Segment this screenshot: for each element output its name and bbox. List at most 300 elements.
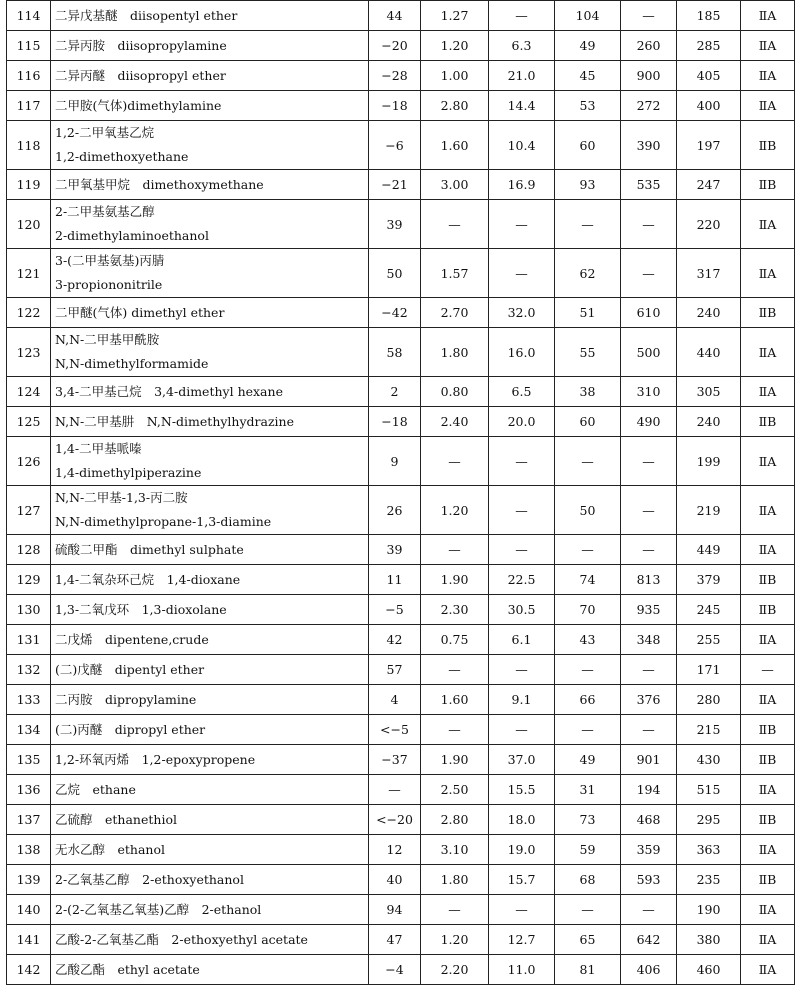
cell-lower-limit: 1.20 xyxy=(421,31,489,61)
table-row xyxy=(7,407,795,437)
cell-substance-name xyxy=(51,565,369,595)
cell-upper-limit: 19.0 xyxy=(489,835,555,865)
cell-group: ⅡA xyxy=(741,1,795,31)
cell-number: 134 xyxy=(7,715,51,745)
table-row xyxy=(7,377,795,407)
cell-ignition-temp: 215 xyxy=(677,715,741,745)
cell-substance-name xyxy=(51,328,369,377)
cell-upper-limit: — xyxy=(489,535,555,565)
cell-lower-limit: 1.00 xyxy=(421,61,489,91)
cell-ignition-temp: 197 xyxy=(677,121,741,170)
cell-lower-limit: — xyxy=(421,437,489,486)
cell-substance-name xyxy=(51,955,369,985)
cell-value-5: — xyxy=(621,437,677,486)
cell-value-5: 610 xyxy=(621,298,677,328)
cell-lower-limit: 1.90 xyxy=(421,745,489,775)
cell-number: 118 xyxy=(7,121,51,170)
cell-value-4: 74 xyxy=(555,565,621,595)
cell-lower-limit: 1.90 xyxy=(421,565,489,595)
cell-upper-limit: — xyxy=(489,895,555,925)
cell-flash-point: −6 xyxy=(369,121,421,170)
cell-flash-point: 39 xyxy=(369,200,421,249)
cell-ignition-temp: 305 xyxy=(677,377,741,407)
cell-number: 136 xyxy=(7,775,51,805)
cell-value-4: 51 xyxy=(555,298,621,328)
chemical-data-table xyxy=(6,0,795,985)
cell-value-4: 45 xyxy=(555,61,621,91)
cell-group: ⅡB xyxy=(741,745,795,775)
cell-flash-point: 50 xyxy=(369,249,421,298)
cell-group: ⅡB xyxy=(741,595,795,625)
cell-flash-point: <−20 xyxy=(369,805,421,835)
substance-name-line-2: N,N-dimethylformamide xyxy=(55,356,209,371)
cell-upper-limit: 30.5 xyxy=(489,595,555,625)
substance-name-line-2: 1,4-dimethylpiperazine xyxy=(55,465,202,480)
cell-value-4: 60 xyxy=(555,121,621,170)
cell-substance-name xyxy=(51,745,369,775)
cell-group: ⅡA xyxy=(741,249,795,298)
substance-name-line-1: N,N-二甲基-1,3-丙二胺 xyxy=(55,490,188,505)
cell-substance-name xyxy=(51,805,369,835)
cell-group: ⅡA xyxy=(741,685,795,715)
cell-group: — xyxy=(741,655,795,685)
substance-name-line-1: 二甲胺(气体)dimethylamine xyxy=(55,97,222,113)
cell-value-5: — xyxy=(621,200,677,249)
cell-value-5: — xyxy=(621,249,677,298)
cell-group: ⅡA xyxy=(741,377,795,407)
table-row xyxy=(7,955,795,985)
table-row xyxy=(7,775,795,805)
cell-ignition-temp: 247 xyxy=(677,170,741,200)
cell-flash-point: −18 xyxy=(369,91,421,121)
cell-value-4: — xyxy=(555,895,621,925)
cell-substance-name xyxy=(51,535,369,565)
substance-name-line-1: 二异戊基醚 diisopentyl ether xyxy=(55,7,238,23)
cell-ignition-temp: 400 xyxy=(677,91,741,121)
cell-value-4: — xyxy=(555,715,621,745)
cell-lower-limit: 1.80 xyxy=(421,328,489,377)
cell-lower-limit: 2.80 xyxy=(421,91,489,121)
cell-number: 121 xyxy=(7,249,51,298)
cell-value-4: 81 xyxy=(555,955,621,985)
table-row xyxy=(7,925,795,955)
cell-group: ⅡA xyxy=(741,91,795,121)
cell-number: 130 xyxy=(7,595,51,625)
cell-number: 139 xyxy=(7,865,51,895)
cell-value-5: 593 xyxy=(621,865,677,895)
cell-flash-point: 94 xyxy=(369,895,421,925)
cell-lower-limit: 2.70 xyxy=(421,298,489,328)
cell-group: ⅡB xyxy=(741,865,795,895)
table-row xyxy=(7,715,795,745)
cell-group: ⅡA xyxy=(741,200,795,249)
cell-number: 132 xyxy=(7,655,51,685)
cell-ignition-temp: 515 xyxy=(677,775,741,805)
cell-substance-name xyxy=(51,1,369,31)
cell-value-4: 55 xyxy=(555,328,621,377)
cell-value-4: 70 xyxy=(555,595,621,625)
cell-upper-limit: 16.9 xyxy=(489,170,555,200)
table-row xyxy=(7,121,795,170)
cell-number: 133 xyxy=(7,685,51,715)
cell-ignition-temp: 199 xyxy=(677,437,741,486)
cell-value-4: 104 xyxy=(555,1,621,31)
substance-name-line-1: 1,3-二氧戊环 1,3-dioxolane xyxy=(55,601,227,617)
cell-value-5: 272 xyxy=(621,91,677,121)
cell-lower-limit: — xyxy=(421,655,489,685)
cell-value-5: 359 xyxy=(621,835,677,865)
cell-upper-limit: 21.0 xyxy=(489,61,555,91)
cell-ignition-temp: 219 xyxy=(677,486,741,535)
substance-name-line-1: (二)丙醚 dipropyl ether xyxy=(55,721,206,737)
cell-lower-limit: — xyxy=(421,200,489,249)
cell-value-5: 376 xyxy=(621,685,677,715)
cell-flash-point: −20 xyxy=(369,31,421,61)
cell-group: ⅡA xyxy=(741,61,795,91)
cell-upper-limit: 20.0 xyxy=(489,407,555,437)
cell-ignition-temp: 240 xyxy=(677,407,741,437)
substance-name-line-1: 硫酸二甲酯 dimethyl sulphate xyxy=(55,541,244,557)
table-row xyxy=(7,535,795,565)
cell-ignition-temp: 171 xyxy=(677,655,741,685)
cell-value-5: — xyxy=(621,486,677,535)
cell-lower-limit: 3.10 xyxy=(421,835,489,865)
cell-flash-point: 44 xyxy=(369,1,421,31)
cell-upper-limit: 6.5 xyxy=(489,377,555,407)
cell-substance-name xyxy=(51,31,369,61)
cell-number: 117 xyxy=(7,91,51,121)
cell-group: ⅡA xyxy=(741,955,795,985)
cell-flash-point: 40 xyxy=(369,865,421,895)
cell-value-5: — xyxy=(621,715,677,745)
cell-substance-name xyxy=(51,249,369,298)
cell-ignition-temp: 460 xyxy=(677,955,741,985)
substance-name-line-1: 2-乙氧基乙醇 2-ethoxyethanol xyxy=(55,871,244,887)
cell-substance-name xyxy=(51,595,369,625)
cell-group: ⅡB xyxy=(741,407,795,437)
cell-lower-limit: 2.80 xyxy=(421,805,489,835)
cell-upper-limit: 10.4 xyxy=(489,121,555,170)
cell-group: ⅡB xyxy=(741,121,795,170)
cell-ignition-temp: 295 xyxy=(677,805,741,835)
cell-value-5: 813 xyxy=(621,565,677,595)
substance-name-line-1: 二戊烯 dipentene,crude xyxy=(55,631,209,647)
cell-number: 131 xyxy=(7,625,51,655)
table-row xyxy=(7,249,795,298)
cell-value-5: 194 xyxy=(621,775,677,805)
cell-ignition-temp: 405 xyxy=(677,61,741,91)
cell-value-5: 901 xyxy=(621,745,677,775)
cell-value-4: 62 xyxy=(555,249,621,298)
cell-upper-limit: — xyxy=(489,715,555,745)
cell-substance-name xyxy=(51,61,369,91)
cell-group: ⅡA xyxy=(741,835,795,865)
cell-ignition-temp: 185 xyxy=(677,1,741,31)
substance-name-line-1: 2-(2-乙氧基乙氧基)乙醇 2-ethanol xyxy=(55,901,262,917)
cell-substance-name xyxy=(51,91,369,121)
substance-name-line-1: 3,4-二甲基己烷 3,4-dimethyl hexane xyxy=(55,383,283,399)
cell-value-4: — xyxy=(555,437,621,486)
cell-lower-limit: 3.00 xyxy=(421,170,489,200)
substance-name-line-1: 二异丙醚 diisopropyl ether xyxy=(55,67,226,83)
cell-upper-limit: — xyxy=(489,437,555,486)
cell-number: 129 xyxy=(7,565,51,595)
table-row xyxy=(7,895,795,925)
cell-upper-limit: 9.1 xyxy=(489,685,555,715)
cell-number: 115 xyxy=(7,31,51,61)
cell-number: 122 xyxy=(7,298,51,328)
cell-ignition-temp: 255 xyxy=(677,625,741,655)
cell-number: 126 xyxy=(7,437,51,486)
substance-name-line-2: 1,2-dimethoxyethane xyxy=(55,149,189,164)
table-body xyxy=(7,1,795,985)
cell-substance-name xyxy=(51,925,369,955)
cell-ignition-temp: 235 xyxy=(677,865,741,895)
cell-value-5: 935 xyxy=(621,595,677,625)
cell-value-5: — xyxy=(621,655,677,685)
cell-lower-limit: 1.57 xyxy=(421,249,489,298)
cell-ignition-temp: 190 xyxy=(677,895,741,925)
cell-ignition-temp: 380 xyxy=(677,925,741,955)
cell-flash-point: 2 xyxy=(369,377,421,407)
cell-ignition-temp: 440 xyxy=(677,328,741,377)
substance-name-line-1: 无水乙醇 ethanol xyxy=(55,841,165,857)
table-row xyxy=(7,745,795,775)
cell-ignition-temp: 317 xyxy=(677,249,741,298)
substance-name-line-1: 二甲氧基甲烷 dimethoxymethane xyxy=(55,176,264,192)
cell-value-5: 535 xyxy=(621,170,677,200)
substance-name-line-2: N,N-dimethylpropane-1,3-diamine xyxy=(55,514,272,529)
cell-value-5: 468 xyxy=(621,805,677,835)
cell-flash-point: 11 xyxy=(369,565,421,595)
cell-number: 123 xyxy=(7,328,51,377)
cell-flash-point: −42 xyxy=(369,298,421,328)
substance-name-line-1: 乙酸乙酯 ethyl acetate xyxy=(55,961,200,977)
substance-name-line-1: 1,4-二甲基哌嗪 xyxy=(55,441,142,456)
cell-value-5: 260 xyxy=(621,31,677,61)
cell-number: 141 xyxy=(7,925,51,955)
cell-lower-limit: 1.60 xyxy=(421,685,489,715)
cell-flash-point: −37 xyxy=(369,745,421,775)
cell-value-4: 60 xyxy=(555,407,621,437)
substance-name-line-1: 1,2-二甲氧基乙烷 xyxy=(55,125,155,140)
cell-value-4: 43 xyxy=(555,625,621,655)
cell-value-4: 73 xyxy=(555,805,621,835)
cell-value-5: 490 xyxy=(621,407,677,437)
cell-flash-point: 26 xyxy=(369,486,421,535)
cell-substance-name xyxy=(51,377,369,407)
table-row xyxy=(7,61,795,91)
cell-value-5: — xyxy=(621,895,677,925)
cell-substance-name xyxy=(51,865,369,895)
substance-name-line-1: 乙烷 ethane xyxy=(55,781,136,797)
cell-ignition-temp: 280 xyxy=(677,685,741,715)
cell-substance-name xyxy=(51,121,369,170)
cell-ignition-temp: 285 xyxy=(677,31,741,61)
cell-upper-limit: 22.5 xyxy=(489,565,555,595)
cell-value-5: 310 xyxy=(621,377,677,407)
cell-substance-name xyxy=(51,655,369,685)
cell-flash-point: 57 xyxy=(369,655,421,685)
substance-name-line-1: 二丙胺 dipropylamine xyxy=(55,691,197,707)
cell-upper-limit: — xyxy=(489,486,555,535)
cell-value-5: 500 xyxy=(621,328,677,377)
cell-lower-limit: — xyxy=(421,715,489,745)
cell-value-5: — xyxy=(621,535,677,565)
cell-upper-limit: 12.7 xyxy=(489,925,555,955)
table-row xyxy=(7,865,795,895)
substance-name-line-1: N,N-二甲基甲酰胺 xyxy=(55,332,160,347)
cell-substance-name xyxy=(51,625,369,655)
cell-value-4: 50 xyxy=(555,486,621,535)
cell-upper-limit: — xyxy=(489,249,555,298)
cell-upper-limit: 15.7 xyxy=(489,865,555,895)
cell-group: ⅡA xyxy=(741,625,795,655)
cell-lower-limit: — xyxy=(421,895,489,925)
cell-number: 138 xyxy=(7,835,51,865)
substance-name-line-1: 1,4-二氧杂环己烷 1,4-dioxane xyxy=(55,571,241,587)
substance-name-line-1: 乙酸-2-乙氧基乙酯 2-ethoxyethyl acetate xyxy=(55,931,308,947)
cell-lower-limit: 2.30 xyxy=(421,595,489,625)
cell-lower-limit: 2.50 xyxy=(421,775,489,805)
table-row xyxy=(7,200,795,249)
cell-upper-limit: 14.4 xyxy=(489,91,555,121)
cell-upper-limit: 6.1 xyxy=(489,625,555,655)
cell-lower-limit: 2.40 xyxy=(421,407,489,437)
cell-substance-name xyxy=(51,407,369,437)
cell-ignition-temp: 449 xyxy=(677,535,741,565)
cell-substance-name xyxy=(51,835,369,865)
cell-substance-name xyxy=(51,895,369,925)
cell-group: ⅡB xyxy=(741,805,795,835)
cell-group: ⅡA xyxy=(741,925,795,955)
cell-upper-limit: 16.0 xyxy=(489,328,555,377)
table-row xyxy=(7,437,795,486)
cell-lower-limit: 1.20 xyxy=(421,486,489,535)
cell-flash-point: 39 xyxy=(369,535,421,565)
table-row xyxy=(7,31,795,61)
table-row xyxy=(7,298,795,328)
table-row xyxy=(7,91,795,121)
table-row xyxy=(7,625,795,655)
cell-value-5: 348 xyxy=(621,625,677,655)
cell-substance-name xyxy=(51,486,369,535)
substance-name-line-1: 1,2-环氧丙烯 1,2-epoxypropene xyxy=(55,751,256,767)
cell-lower-limit: 0.75 xyxy=(421,625,489,655)
table-row xyxy=(7,805,795,835)
cell-group: ⅡA xyxy=(741,328,795,377)
cell-flash-point: 12 xyxy=(369,835,421,865)
cell-flash-point: −4 xyxy=(369,955,421,985)
cell-upper-limit: 32.0 xyxy=(489,298,555,328)
table-row xyxy=(7,1,795,31)
substance-name-line-1: 乙硫醇 ethanethiol xyxy=(55,811,177,827)
cell-lower-limit: 1.27 xyxy=(421,1,489,31)
cell-flash-point: 42 xyxy=(369,625,421,655)
cell-ignition-temp: 363 xyxy=(677,835,741,865)
substance-name-line-1: N,N-二甲基肼 N,N-dimethylhydrazine xyxy=(55,413,295,429)
cell-upper-limit: — xyxy=(489,655,555,685)
cell-value-4: — xyxy=(555,200,621,249)
cell-group: ⅡB xyxy=(741,298,795,328)
cell-upper-limit: — xyxy=(489,200,555,249)
cell-group: ⅡA xyxy=(741,486,795,535)
cell-flash-point: 9 xyxy=(369,437,421,486)
cell-flash-point: −5 xyxy=(369,595,421,625)
cell-value-4: 66 xyxy=(555,685,621,715)
cell-upper-limit: 37.0 xyxy=(489,745,555,775)
substance-name-line-1: 二异丙胺 diisopropylamine xyxy=(55,37,227,53)
cell-upper-limit: 15.5 xyxy=(489,775,555,805)
cell-value-4: — xyxy=(555,535,621,565)
cell-ignition-temp: 220 xyxy=(677,200,741,249)
cell-value-4: 59 xyxy=(555,835,621,865)
cell-number: 124 xyxy=(7,377,51,407)
table-row xyxy=(7,835,795,865)
cell-lower-limit: 0.80 xyxy=(421,377,489,407)
cell-flash-point: −18 xyxy=(369,407,421,437)
cell-ignition-temp: 430 xyxy=(677,745,741,775)
cell-flash-point: −28 xyxy=(369,61,421,91)
cell-substance-name xyxy=(51,437,369,486)
cell-number: 128 xyxy=(7,535,51,565)
cell-substance-name xyxy=(51,200,369,249)
table-row xyxy=(7,595,795,625)
cell-upper-limit: 18.0 xyxy=(489,805,555,835)
cell-group: ⅡB xyxy=(741,565,795,595)
cell-value-4: 49 xyxy=(555,31,621,61)
cell-flash-point: 58 xyxy=(369,328,421,377)
cell-group: ⅡB xyxy=(741,715,795,745)
cell-lower-limit: 1.60 xyxy=(421,121,489,170)
cell-value-4: 65 xyxy=(555,925,621,955)
table-row xyxy=(7,565,795,595)
cell-ignition-temp: 245 xyxy=(677,595,741,625)
cell-number: 140 xyxy=(7,895,51,925)
cell-lower-limit: 1.20 xyxy=(421,925,489,955)
cell-number: 120 xyxy=(7,200,51,249)
cell-substance-name xyxy=(51,775,369,805)
cell-upper-limit: 11.0 xyxy=(489,955,555,985)
cell-value-4: 38 xyxy=(555,377,621,407)
cell-value-4: 93 xyxy=(555,170,621,200)
cell-value-5: 642 xyxy=(621,925,677,955)
cell-number: 127 xyxy=(7,486,51,535)
cell-substance-name xyxy=(51,298,369,328)
cell-value-5: 390 xyxy=(621,121,677,170)
substance-name-line-1: 二甲醚(气体) dimethyl ether xyxy=(55,304,225,320)
cell-number: 116 xyxy=(7,61,51,91)
cell-group: ⅡB xyxy=(741,170,795,200)
cell-value-5: — xyxy=(621,1,677,31)
substance-name-line-2: 3-propiononitrile xyxy=(55,277,163,292)
cell-number: 135 xyxy=(7,745,51,775)
cell-number: 114 xyxy=(7,1,51,31)
cell-group: ⅡA xyxy=(741,775,795,805)
substance-name-line-1: (二)戊醚 dipentyl ether xyxy=(55,661,205,677)
cell-number: 119 xyxy=(7,170,51,200)
cell-substance-name xyxy=(51,685,369,715)
cell-value-5: 900 xyxy=(621,61,677,91)
cell-group: ⅡA xyxy=(741,535,795,565)
cell-substance-name xyxy=(51,715,369,745)
cell-lower-limit: — xyxy=(421,535,489,565)
cell-value-4: 31 xyxy=(555,775,621,805)
cell-lower-limit: 1.80 xyxy=(421,865,489,895)
cell-number: 125 xyxy=(7,407,51,437)
cell-upper-limit: 6.3 xyxy=(489,31,555,61)
cell-number: 142 xyxy=(7,955,51,985)
